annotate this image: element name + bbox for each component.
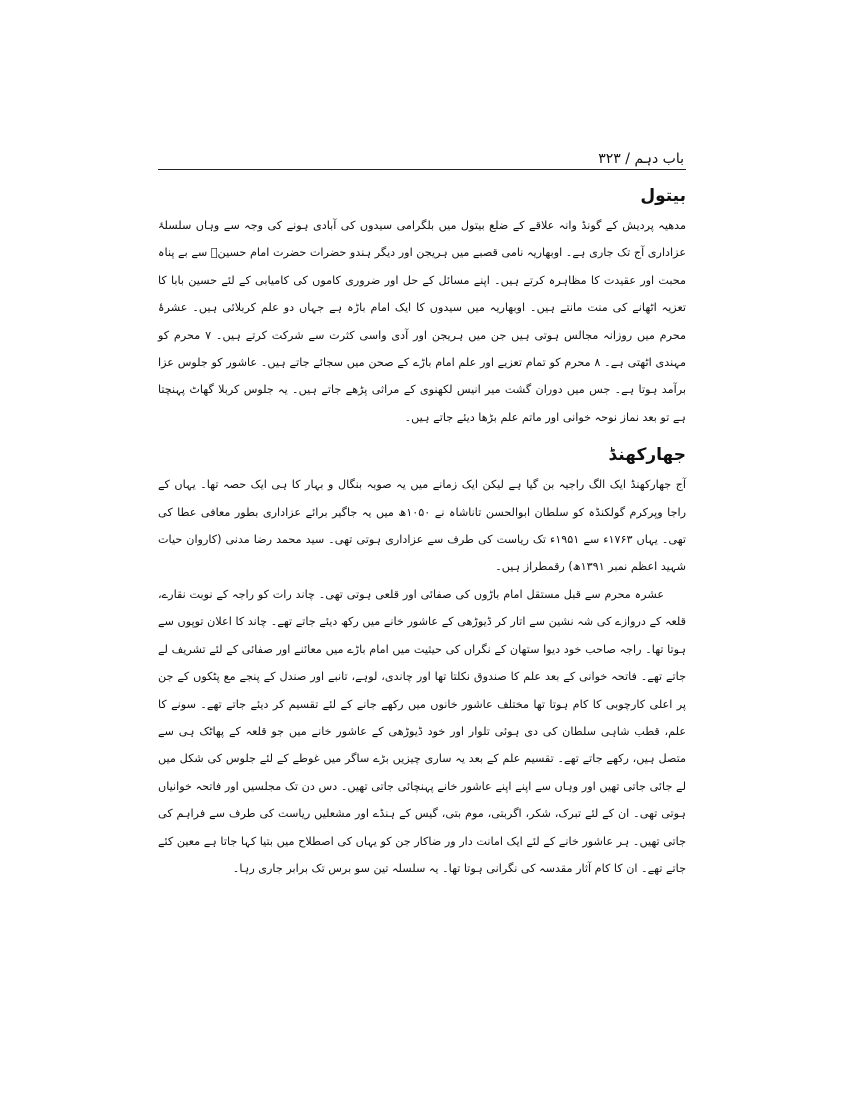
- paragraph-text: آج جھارکھنڈ ایک الگ راجیہ بن گیا ہے لیکن ایک زمانے میں یہ صوبہ بنگال و بہار کا ہی ایک حصہ تھا۔ یہاں کے راجا وپرکرم گولکنڈہ کو سلطان ابوالحسن تاناشاہ نے ۱۰۵۰ھ میں یہ جاگیر برائے عزاداری بطور معافی عطا کی تھی۔ یہاں ۱۷۶۳ء سے ۱۹۵۱ء تک ریاست کی طرف سے عزاداری ہوتی تھی۔ سید محمد رضا مدنی (کاروان حیات شہید اعظم نمبر ۱۳۹۱ھ) رقمطراز ہیں۔: [158, 478, 687, 574]
- paragraph: [158, 471, 686, 581]
- paragraph-text: مدھیہ پردیش کے گونڈ وانہ علاقے کے ضلع بیتول میں بلگرامی سیدوں کی آبادی ہونے کی وجہ سے وہاں سلسلۂ عزاداری آج تک جاری ہے۔ اوبھاریہ نامی قصبے میں ہریجن اور دیگر ہندو حضرات حضرت امام حسینؑ سے بے پناہ محبت اور عقیدت کا مظاہرہ کرتے ہیں۔ اپنے مسائل کے حل اور ضروری کاموں کی کامیابی کے لئے حسین بابا کا تعزیہ اٹھانے کی منت مانتے ہیں۔ اوبھاریہ میں سیدوں کا ایک امام باڑہ ہے جہاں دو علم کربلائی ہیں۔ عشرۂ محرم میں روزانہ مجالس ہوتی ہیں جن میں ہریجن اور آدی واسی کثرت سے شرکت کرتے ہیں۔ ۷ محرم کو مہندی اٹھتی ہے۔ ۸ محرم کو تمام تعزیے اور علم امام باڑے کے صحن میں سجائے جاتے ہیں۔ عاشور کو جلوس عزا برآمد ہوتا ہے۔ جس میں دوران گشت میر انیس لکھنوی کے مراثی پڑھے جاتے ہیں۔ یہ جلوس کربلا گھاٹ پہنچتا ہے تو بعد نماز نوحہ خوانی اور ماتم علم بڑھا دیئے جاتے ہیں۔: [158, 219, 686, 424]
- page-body: [158, 183, 686, 882]
- running-header: [158, 150, 686, 168]
- section-heading: جھارکھنڈ: [608, 445, 686, 466]
- header-rule: [158, 169, 686, 170]
- paragraph: [158, 212, 686, 431]
- section-jharkhand: [158, 442, 686, 882]
- running-title: باب دہم / ۳۲۳: [598, 151, 684, 167]
- paragraph: [158, 581, 686, 882]
- paragraph-text: عشرہ محرم سے قبل مستقل امام باڑوں کی صفائی اور قلعی ہوتی تھی۔ چاند رات کو راجہ کے نوبت نقارے، قلعہ کے دروازے کی شہ نشین سے اتار کر ڈیوڑھی کے عاشور خانے میں رکھ دیئے جاتے تھے۔ چاند کا اعلان توپوں سے ہوتا تھا۔ راجہ صاحب خود دیوا ستھان کے نگراں کی حیثیت میں امام باڑے میں معائنے اور صفائی کے لئے تشریف لے جاتے تھے۔ فاتحہ خوانی کے بعد علم کا صندوق نکلتا تھا اور چاندی، لوہے، تانبے اور صندل کے پنجے مع پٹکوں کے جن پر اعلی کارچوبی کا کام ہوتا تھا مختلف عاشور خانوں میں رکھے جانے کے لئے تقسیم کر دیئے جاتے تھے۔ سونے کا علم، قطب شاہی سلطان کی دی ہوئی تلوار اور خود ڈیوڑھی کے عاشور خانے میں جو قلعہ کے پھاٹک ہی سے متصل ہیں، رکھے جاتے تھے۔ تقسیم علم کے بعد یہ ساری چیزیں بڑے ساگر میں غوطے کے لئے جلوس کی شکل میں لے جائی جاتی تھیں اور وہاں سے اپنے اپنے عاشور خانے پہنچائی جاتی تھیں۔ دس دن تک مجلسیں اور فاتحہ خوانیاں ہوتی تھی۔ ان کے لئے تبرک، شکر، اگربتی، موم بتی، گیس کے ہنڈے اور مشعلیں ریاست کی طرف سے فراہم کی جاتی تھیں۔ ہر عاشور خانے کے لئے ایک امانت دار ور ضاکار جن کو یہاں کی اصطلاح میں بتیا کہا جاتا ہے معین کئے جاتے تھے۔ ان کا کام آثار مقدسہ کی نگرانی ہوتا تھا۔ یہ سلسلہ تین سو برس تک برابر جاری رہا۔: [158, 587, 686, 875]
- section-heading: بیتول: [640, 186, 686, 206]
- section-betul: [158, 183, 686, 431]
